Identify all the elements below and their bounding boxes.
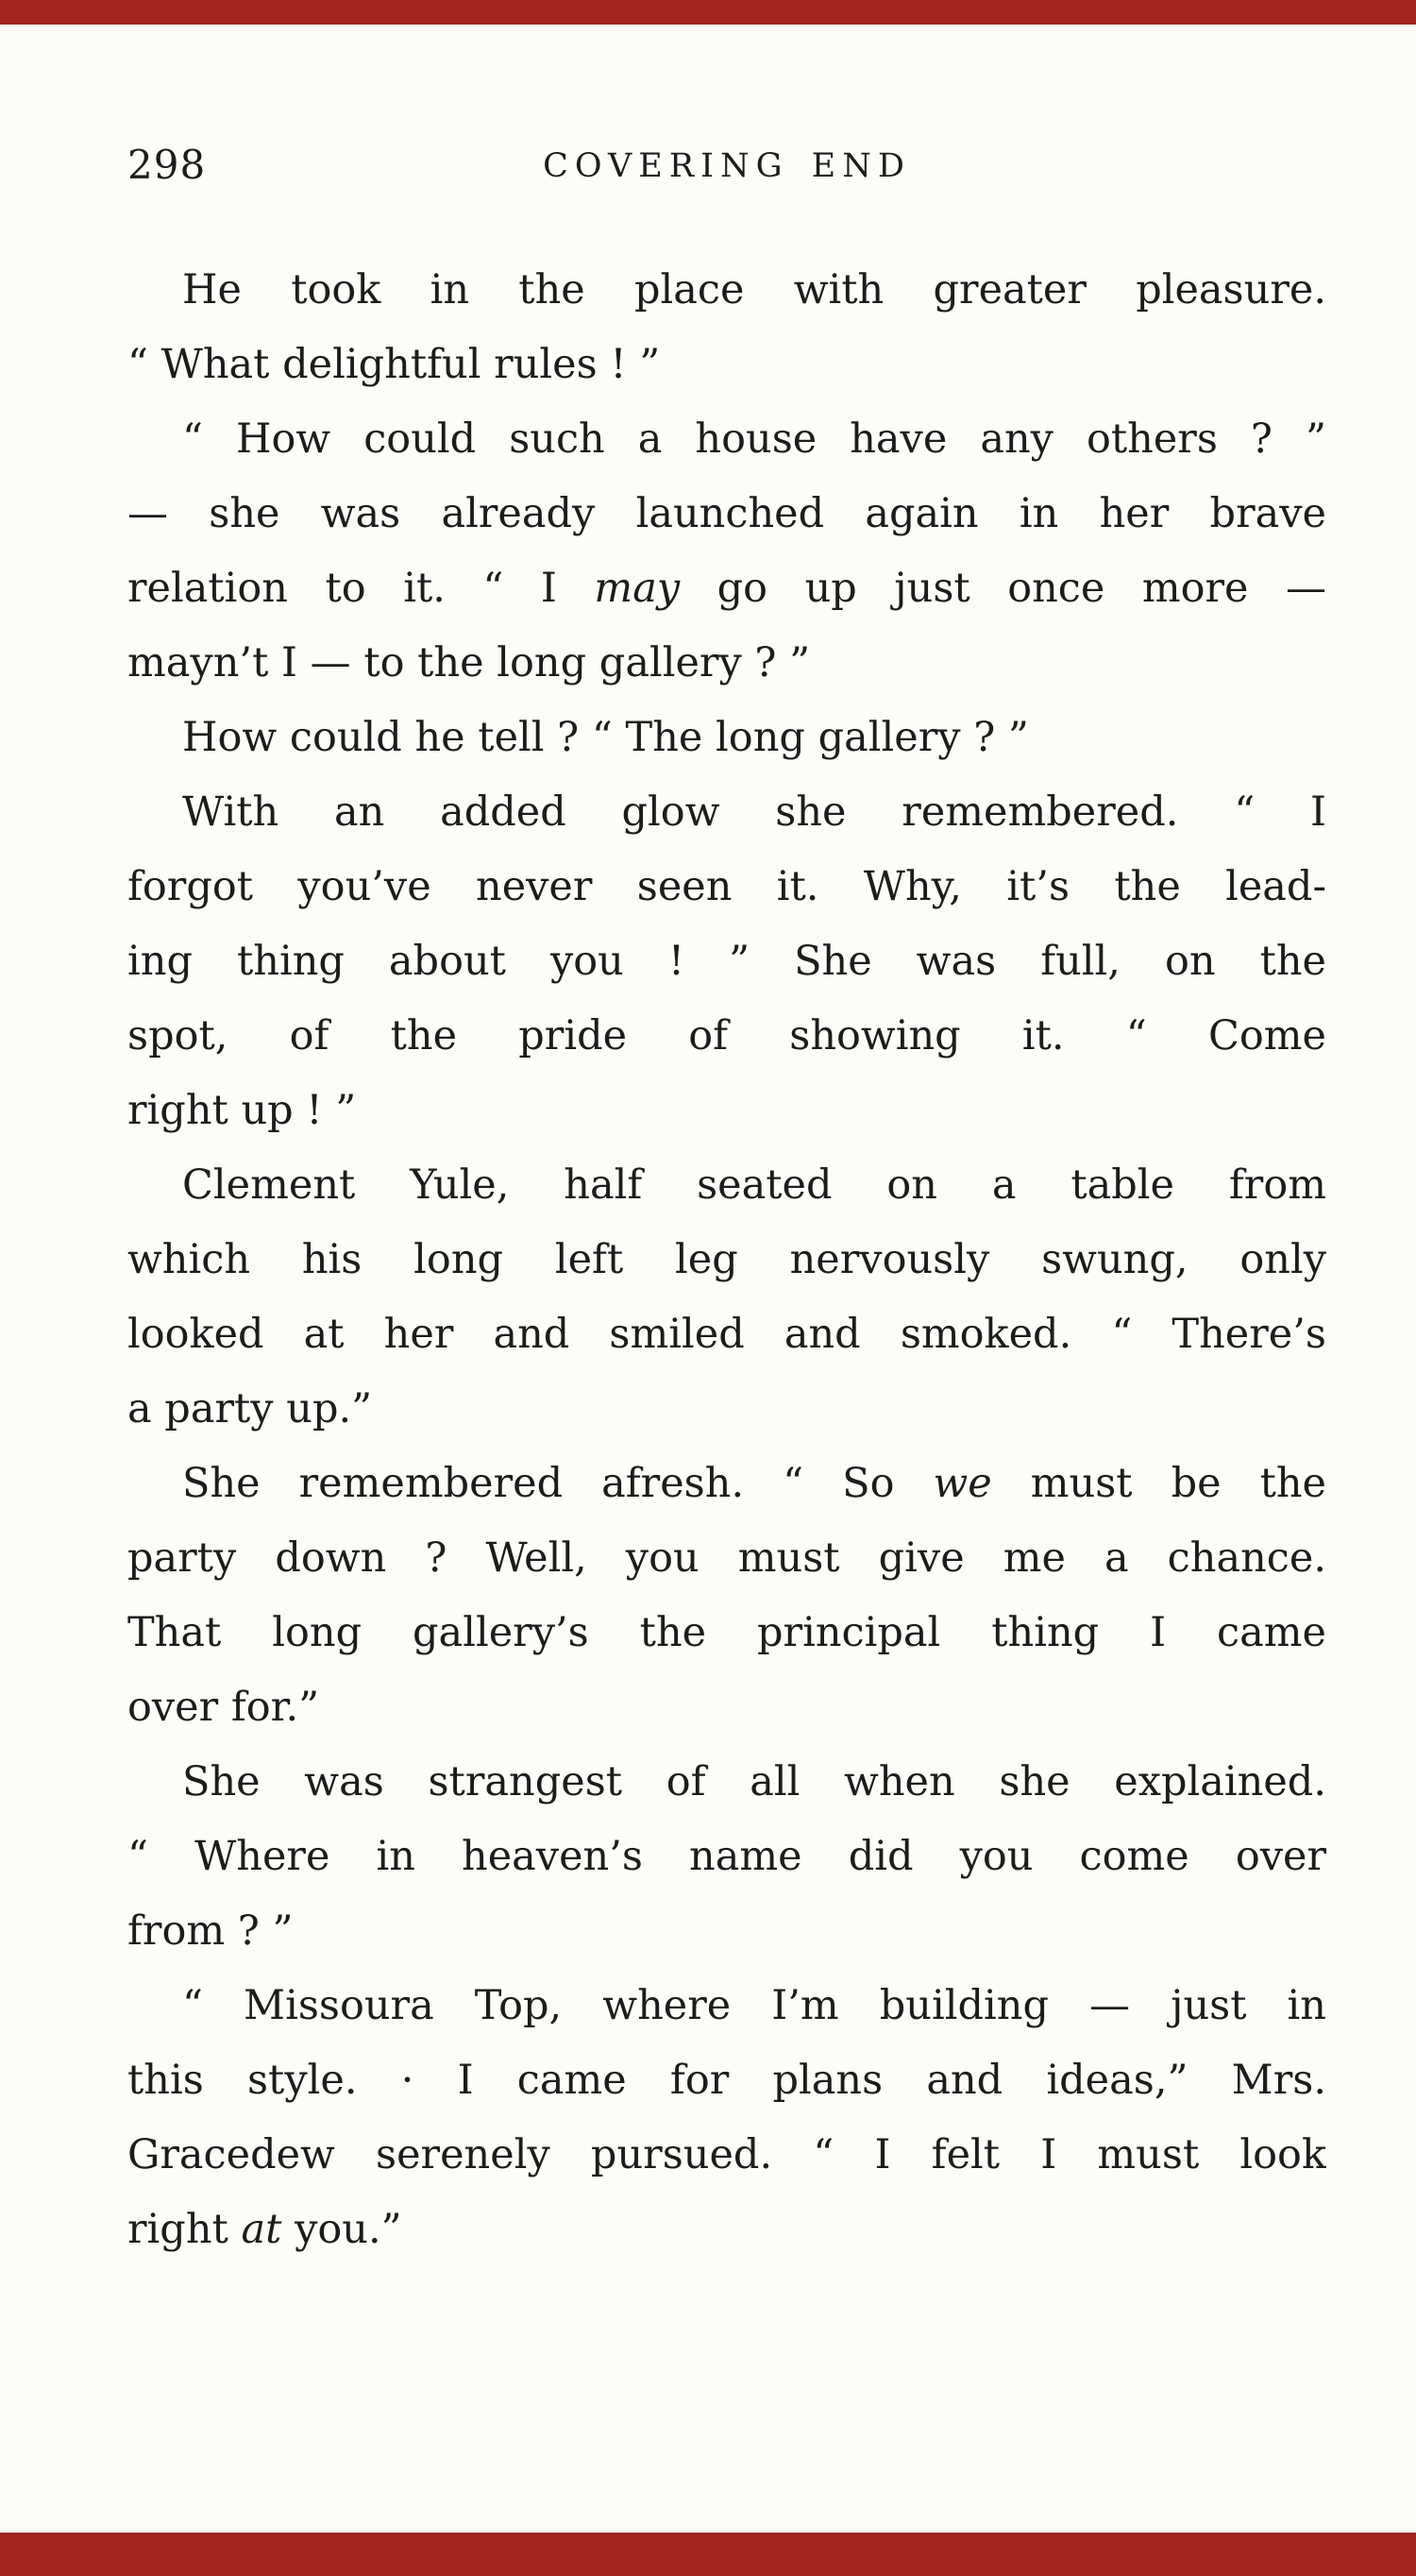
text-line (127, 775, 1326, 850)
text-line (127, 1297, 1326, 1372)
text-segment: How could he tell ? “ The long gallery ? ” (182, 714, 1029, 761)
text-segment: “ Missoura Top, where I’m building — just in (182, 1982, 1326, 2029)
text-segment: this style. · I came for plans and ideas,” Mrs. (127, 2057, 1326, 2104)
text-line (127, 1521, 1326, 1596)
text-segment: With an added glow she remembered. “ I (182, 788, 1326, 836)
text-segment: ing thing about you ! ” She was full, on the (127, 938, 1326, 985)
text-line (127, 1670, 1326, 1745)
text-line (127, 626, 1326, 701)
text-line (127, 1969, 1326, 2043)
text-segment: which his long left leg nervously swung, only (127, 1236, 1326, 1283)
text-segment: looked at her and smiled and smoked. “ There’s (127, 1311, 1326, 1358)
italic-text: may (594, 565, 681, 612)
italic-text: we (933, 1460, 992, 1507)
text-segment: “ How could such a house have any others ? ” (182, 415, 1326, 463)
text-segment: “ Where in heaven’s name did you come over (127, 1833, 1326, 1880)
text-segment: right (127, 2206, 242, 2253)
paragraph (127, 1148, 1326, 1447)
text-line (127, 924, 1326, 999)
text-segment: She was strangest of all when she explained. (182, 1758, 1326, 1805)
text-line (127, 1223, 1326, 1297)
text-segment: a party up.” (127, 1385, 373, 1432)
text-line (127, 551, 1326, 626)
text-line (127, 328, 1326, 402)
top-red-band (0, 0, 1416, 25)
text-segment: from ? ” (127, 1907, 294, 1955)
text-segment: Clement Yule, half seated on a table from (182, 1161, 1326, 1209)
text-segment: She remembered afresh. “ So (182, 1460, 934, 1507)
text-line (127, 1074, 1326, 1148)
text-line (127, 253, 1326, 328)
text-segment: That long gallery’s the principal thing I came (127, 1609, 1326, 1656)
page-number: 298 (127, 142, 207, 188)
paragraph (127, 701, 1326, 775)
text-segment: “ What delightful rules ! ” (127, 341, 661, 388)
paragraph (127, 253, 1326, 402)
text-line (127, 477, 1326, 551)
text-segment: He took in the place with greater pleasure. (182, 266, 1326, 314)
italic-text: at (241, 2206, 282, 2253)
text-line (127, 999, 1326, 1074)
paragraph (127, 1745, 1326, 1969)
text-segment: Gracedew serenely pursued. “ I felt I must look (127, 2131, 1326, 2178)
text-segment: relation to it. “ I (127, 565, 595, 612)
text-segment: right up ! ” (127, 1087, 357, 1134)
running-title: COVERING END (543, 147, 911, 185)
paragraph (127, 1969, 1326, 2267)
text-segment: you.” (281, 2206, 402, 2253)
text-segment: must be the (991, 1460, 1326, 1507)
bottom-red-band (0, 2533, 1416, 2576)
text-line (127, 850, 1326, 924)
text-segment: — she was already launched again in her brave (127, 490, 1326, 537)
text-line (127, 1820, 1326, 1894)
text-segment: forgot you’ve never seen it. Why, it’s the lead- (127, 863, 1326, 910)
paragraph (127, 775, 1326, 1148)
text-line (127, 2118, 1326, 2193)
paragraph (127, 402, 1326, 701)
paragraph (127, 1447, 1326, 1745)
text-segment: party down ? Well, you must give me a chance. (127, 1534, 1326, 1582)
text-segment: go up just once more — (680, 565, 1326, 612)
text-line (127, 1148, 1326, 1223)
text-line (127, 2193, 1326, 2267)
text-line (127, 402, 1326, 477)
text-block (127, 253, 1326, 2267)
text-segment: spot, of the pride of showing it. “ Come (127, 1012, 1326, 1059)
text-line (127, 1745, 1326, 1820)
text-line (127, 1447, 1326, 1521)
text-segment: over for.” (127, 1684, 320, 1731)
text-line (127, 2043, 1326, 2118)
text-line (127, 1894, 1326, 1969)
text-line (127, 701, 1326, 775)
text-line (127, 1372, 1326, 1447)
text-line (127, 1596, 1326, 1670)
page-header (127, 142, 1326, 208)
text-segment: mayn’t I — to the long gallery ? ” (127, 639, 811, 686)
